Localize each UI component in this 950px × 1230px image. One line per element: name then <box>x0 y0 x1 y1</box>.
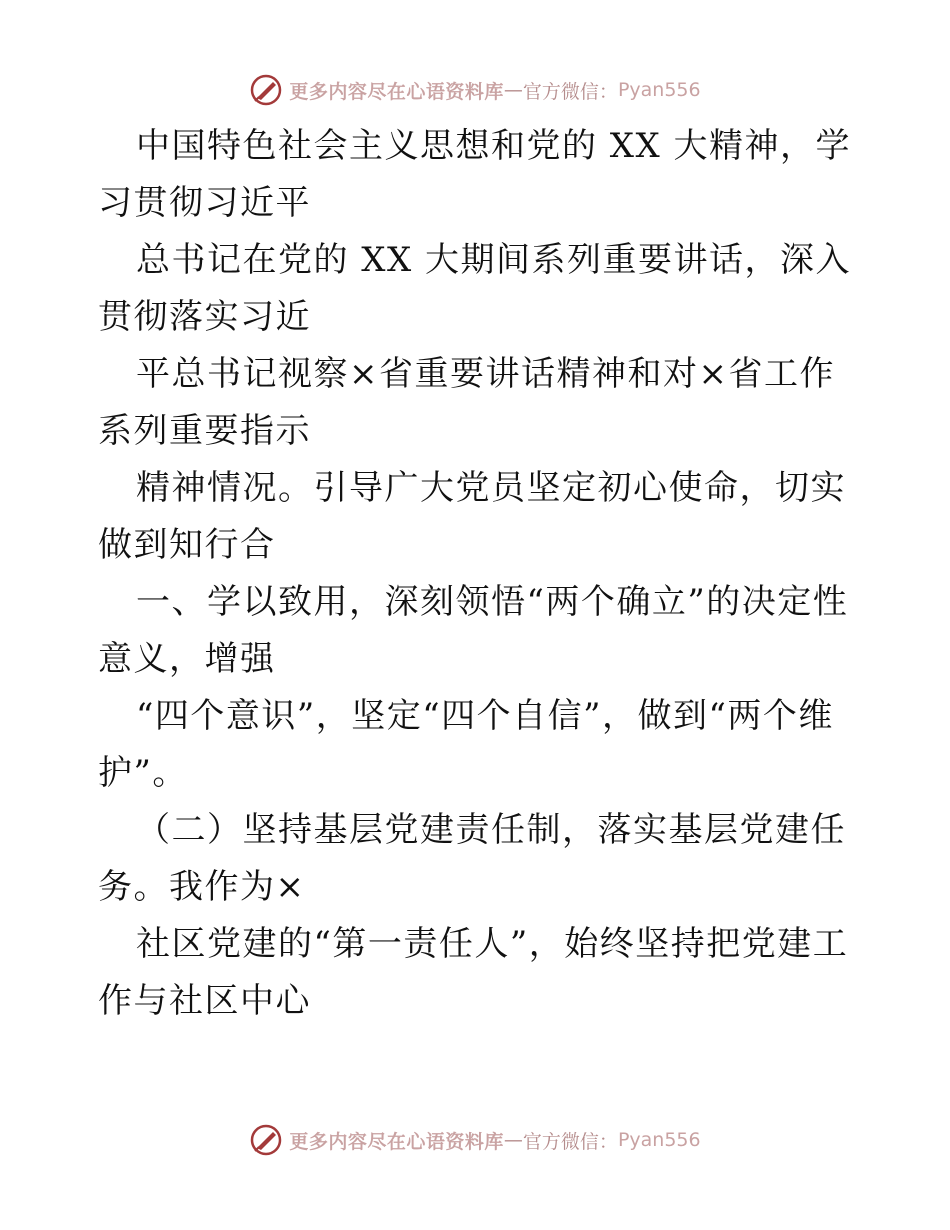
watermark-wechat-id: Pyan556 <box>617 1129 701 1151</box>
watermark-site-text: 更多内容尽在心语资料库 <box>289 1130 504 1153</box>
quill-logo-icon <box>249 73 283 107</box>
watermark-dash: — <box>503 1129 523 1151</box>
watermark-wechat-label: 官方微信： <box>522 80 618 103</box>
header-watermark <box>0 70 950 110</box>
paragraph-7: （二）坚持基层党建责任制，落实基层党建任务。我作为× <box>98 810 846 907</box>
paragraph-5: 一、学以致用，深刻领悟“两个确立”的决定性意义，增强 <box>98 582 849 679</box>
document-body <box>98 118 858 1030</box>
paragraph-1: 中国特色社会主义思想和党的 XX 大精神，学习贯彻习近平 <box>98 126 852 223</box>
footer-watermark <box>0 1120 950 1160</box>
watermark-wechat-label: 官方微信： <box>522 1130 618 1153</box>
watermark-dash: — <box>503 79 523 101</box>
paragraph-8: 社区党建的“第一责任人”，始终坚持把党建工作与社区中心 <box>98 924 849 1021</box>
quill-logo-icon <box>249 1123 283 1157</box>
paragraph-2: 总书记在党的 XX 大期间系列重要讲话，深入贯彻落实习近 <box>98 240 852 337</box>
watermark-site-text: 更多内容尽在心语资料库 <box>289 80 504 103</box>
paragraph-6: “四个意识”，坚定“四个自信”，做到“两个维护”。 <box>98 696 834 793</box>
paragraph-4: 精神情况。引导广大党员坚定初心使命，切实做到知行合 <box>98 468 846 565</box>
paragraph-3: 平总书记视察×省重要讲话精神和对×省工作系列重要指示 <box>98 354 835 451</box>
watermark-wechat-id: Pyan556 <box>617 79 701 101</box>
